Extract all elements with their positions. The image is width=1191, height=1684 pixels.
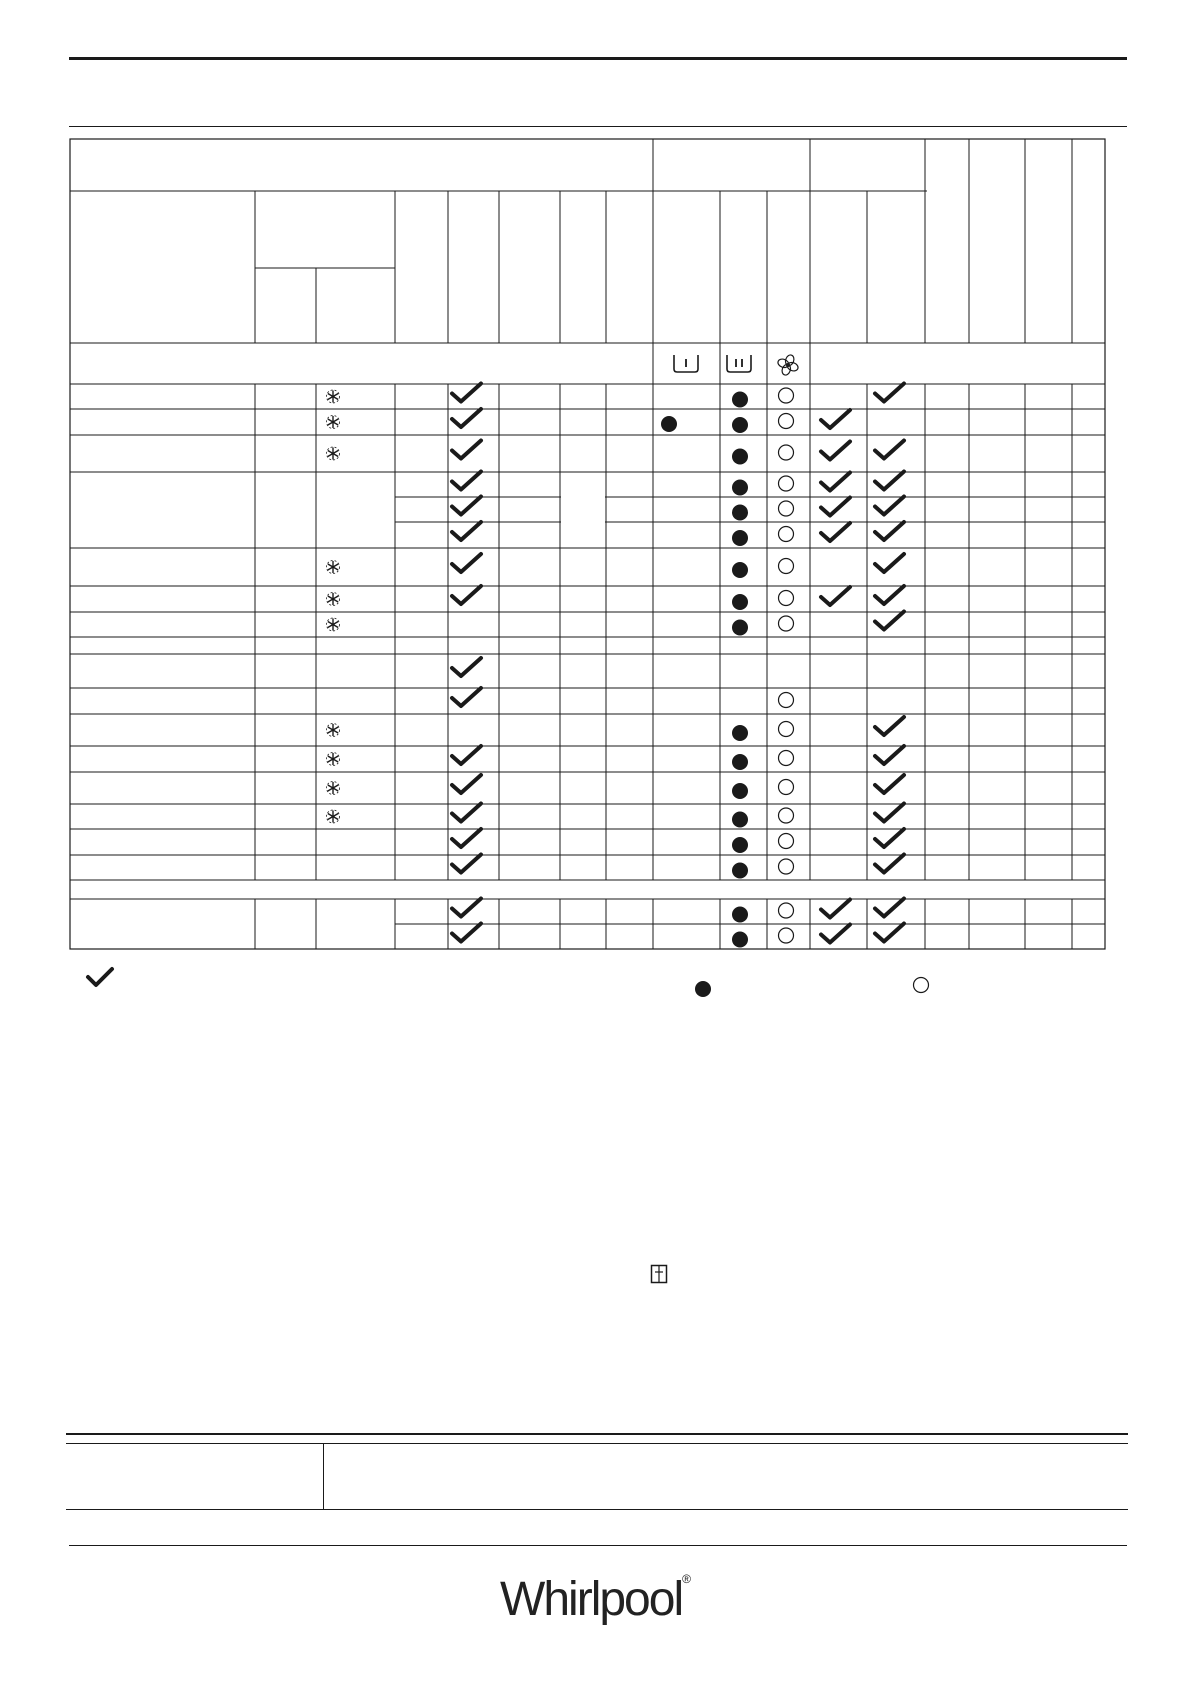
check-icon — [452, 746, 481, 764]
open-circle-icon — [779, 388, 794, 403]
filled-dot-icon — [661, 416, 677, 432]
filled-dot-icon — [732, 754, 748, 770]
open-circle-icon — [779, 445, 794, 460]
check-icon — [875, 775, 904, 793]
filled-dot-icon — [732, 812, 748, 828]
check-icon — [821, 442, 850, 460]
check-icon — [875, 586, 904, 604]
open-circle-icon — [779, 616, 794, 631]
drip-tray-double-icon — [727, 355, 751, 372]
snowflake-icon — [327, 390, 340, 403]
open-circle-icon — [779, 414, 794, 429]
check-icon — [821, 523, 850, 541]
legend-open-circle-icon — [912, 976, 930, 994]
open-circle-icon — [779, 527, 794, 542]
check-icon — [875, 441, 904, 459]
open-circle-icon — [779, 808, 794, 823]
check-icon — [875, 554, 904, 572]
open-circle-icon — [779, 780, 794, 795]
filled-dot-icon — [732, 562, 748, 578]
check-icon — [875, 899, 904, 917]
filled-dot-icon — [732, 392, 748, 408]
filled-dot-icon — [732, 480, 748, 496]
snowflake-icon — [327, 593, 340, 606]
merge-mask — [561, 496, 605, 498]
open-circle-icon — [779, 834, 794, 849]
filled-dot-icon — [732, 783, 748, 799]
open-circle-icon — [779, 928, 794, 943]
check-icon — [875, 717, 904, 735]
filled-dot-icon — [732, 594, 748, 610]
brand-mark: ® — [682, 1572, 691, 1586]
check-icon — [452, 441, 481, 459]
snowflake-icon — [327, 782, 340, 795]
merge-mask — [561, 521, 605, 523]
check-icon — [452, 586, 481, 604]
open-circle-icon — [779, 903, 794, 918]
filled-dot-icon — [732, 725, 748, 741]
check-icon — [875, 497, 904, 515]
filled-dot-icon — [732, 449, 748, 465]
filled-dot-icon — [732, 417, 748, 433]
filled-dot-icon — [732, 863, 748, 879]
check-icon — [875, 746, 904, 764]
footer-divider — [323, 1444, 324, 1509]
check-icon — [875, 924, 904, 942]
filled-dot-icon — [732, 907, 748, 923]
snowflake-icon — [327, 753, 340, 766]
open-circle-icon — [779, 591, 794, 606]
check-icon — [875, 472, 904, 490]
check-icon — [452, 855, 481, 873]
check-icon — [821, 498, 850, 516]
check-icon — [452, 775, 481, 793]
check-icon — [875, 829, 904, 847]
filled-dot-icon — [732, 620, 748, 636]
door-icon — [650, 1264, 668, 1284]
snowflake-icon — [327, 416, 340, 429]
legend-check-icon — [85, 966, 115, 988]
snowflake-icon — [327, 618, 340, 631]
open-circle-icon — [779, 501, 794, 516]
snowflake-icon — [327, 724, 340, 737]
brand-name: Whirlpool — [500, 1573, 683, 1626]
drip-tray-single-icon — [674, 355, 698, 372]
check-icon — [452, 472, 481, 490]
open-circle-icon — [779, 476, 794, 491]
check-icon — [452, 658, 481, 676]
brand-logo — [0, 1572, 1191, 1627]
check-icon — [452, 384, 481, 402]
open-circle-icon — [779, 693, 794, 708]
snowflake-icon — [327, 561, 340, 574]
table-frame — [70, 139, 1105, 949]
snowflake-icon — [327, 447, 340, 460]
check-icon — [452, 497, 481, 515]
check-icon — [875, 612, 904, 630]
check-icon — [452, 924, 481, 942]
legend-filled-dot-icon — [694, 980, 712, 998]
open-circle-icon — [779, 751, 794, 766]
snowflake-icon — [327, 810, 340, 823]
open-circle-icon — [779, 559, 794, 574]
open-circle-icon — [779, 722, 794, 737]
check-icon — [452, 409, 481, 427]
check-icon — [452, 829, 481, 847]
filled-dot-icon — [732, 837, 748, 853]
check-icon — [821, 473, 850, 491]
open-circle-icon — [779, 859, 794, 874]
check-icon — [875, 522, 904, 540]
footer-rule-top — [66, 1433, 1128, 1435]
footer-rule-mid — [66, 1443, 1128, 1444]
check-icon — [875, 804, 904, 822]
check-icon — [452, 899, 481, 917]
check-icon — [821, 587, 850, 605]
logo-rule — [69, 1545, 1127, 1546]
check-icon — [821, 900, 850, 918]
fan-icon — [777, 354, 799, 376]
filled-dot-icon — [732, 932, 748, 948]
filled-dot-icon — [732, 505, 748, 521]
check-icon — [452, 522, 481, 540]
check-icon — [875, 384, 904, 402]
footer-rule-bottom — [66, 1509, 1128, 1510]
filled-dot-icon — [732, 530, 748, 546]
check-icon — [452, 804, 481, 822]
check-icon — [821, 925, 850, 943]
check-icon — [452, 688, 481, 706]
check-icon — [821, 410, 850, 428]
check-icon — [452, 554, 481, 572]
check-icon — [875, 855, 904, 873]
